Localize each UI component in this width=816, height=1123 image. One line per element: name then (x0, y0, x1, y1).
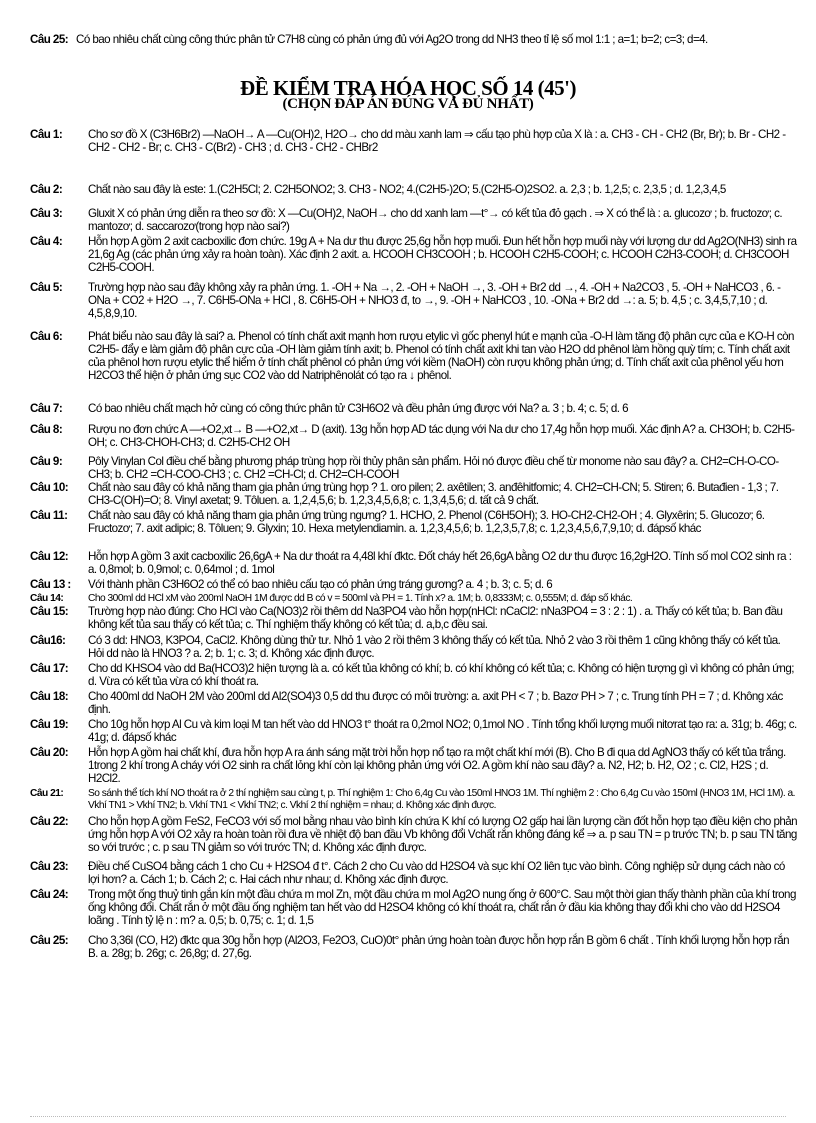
question-text: Có 3 dd: HNO3, K3PO4, CaCl2. Không dùng thử tư. Nhỏ 1 vào 2 rồi thêm 3 không thấy có kết tủa. Nhỏ 2 vào 3 rồi thêm 1 cũng không thấy có kết tủa. Hỏi dd nào là HNO3 ? a. 2; b. 1; c. 3; d. Không xác định được. (88, 634, 781, 660)
question-24 (30, 888, 798, 927)
question-label: Câu 15: (30, 605, 69, 618)
question-text: Hỗn hợp A gồm 2 axit cacboxilic đơn chức. 19g A + Na dư thu được 25,6g hỗn hợp muối. Đun hết hỗn hợp muối này với lượng dư dd Ag2O(NH3) sinh ra 21,6g Ag (các phản ứng xảy ra hoàn toàn). Xác định 2 axit. a. HCOOH CH3COOH ; b. HCOOH C2H5-COOH; c. HCOOH C2H3-COOH; d. CH3COOH C2H5-COOH. (88, 235, 797, 274)
question-11 (30, 509, 798, 535)
question-label: Câu 21: (30, 788, 64, 799)
question-text: So sánh thể tích khí NO thoát ra ở 2 thí nghiệm sau cùng t, p. Thí nghiệm 1: Cho 6,4g Cu vào 150ml HNO3 1M. Thí nghiệm 2 : Cho 6,4g Cu vào 150ml (HNO3 1M, HCl 1M). a. Vkhí TN1 > Vkhí TN2; b. Vkhí TN1 < Vkhí TN2; c. Vkhí 2 thí nghiệm = nhau; d. Không xác định được. (88, 788, 795, 811)
top-question (30, 33, 798, 46)
question-20 (30, 746, 798, 785)
question-text: Cho dd KHSO4 vào dd Ba(HCO3)2 hiện tượng là a. có kết tủa không có khí; b. có khí không có kết tủa; c. Không có hiện tượng gì vì không có phản ứng; d. Vừa có kết tủa vừa có khí thoát ra. (88, 662, 794, 688)
question-label: Câu 12: (30, 550, 69, 563)
question-text: Cho 10g hỗn hợp Al Cu và kim loại M tan hết vào dd HNO3 t° thoát ra 0,2mol NO2; 0,1mol NO . Tính tổng khối lượng muối nitơrat tạo ra: a. 31g; b. 46g; c. 41g; d. đápsố khác (88, 718, 797, 744)
question-text: Có bao nhiêu chất cùng công thức phân tử C7H8 cùng có phản ứng đủ với Ag2O trong dd NH3 theo tỉ lệ số mol 1:1 ; a=1; b=2; c=3; d=4. (76, 33, 708, 46)
question-label: Câu 24: (30, 888, 69, 901)
question-label: Câu 6: (30, 330, 63, 343)
question-text: Trường hợp nào đúng: Cho HCl vào Ca(NO3)2 rồi thêm dd Na3PO4 vào hỗn hợp(nHCl: nCaCl2: nNa3PO4 = 3 : 2 : 1) . a. Thấy có kết tủa; b. Ban đầu không kết tủa sau thấy có kết tủa; c. Thí nghiệm thấy không có kết tủa; d. a,b,c đều sai. (88, 605, 783, 631)
question-label: Câu 3: (30, 207, 63, 220)
question-label: Câu16: (30, 634, 66, 647)
question-text: Phát biểu nào sau đây là sai? a. Phenol có tính chất axit mạnh hơn rượu etylic vì gốc phenyl hút e mạnh của -O-H làm tăng độ phân cực của e KO-H còn C2H5- đẩy e làm giảm độ phân cực của -OH làm giảm tính axit; b. Phenol có tính chất axit khi tan vào H2O dd phênol làm hồng quỳ tím; c. Tính chất axit của phênol hơn rượu etylic thể hiểm ở tính chất phênol có phản ứng với kiềm (NaOH) còn rượu không phản ứng; d. Tính chất axit của phênol yếu hơn H2CO3 thể hiện ở phản ứng sục CO2 vào dd Natriphênolát có tạo ra ↓ phênol. (88, 330, 794, 382)
question-label: Câu 2: (30, 183, 63, 196)
question-7 (30, 402, 798, 415)
question-15 (30, 605, 798, 631)
question-label: Câu 10: (30, 481, 69, 494)
question-label: Câu 5: (30, 281, 63, 294)
question-text: Cho hỗn hợp A gồm FeS2, FeCO3 với số mol bằng nhau vào bình kín chứa K khí có lượng O2 gấp hai lần lượng cần đốt hỗn hợp tạo điều kiện cho phản ứng hỗn hợp A với O2 xảy ra hoàn toàn rồi đưa về nhiệt độ ban đầu Vb không đổi Vchất rắn không đáng kể ⇒ a. p sau TN = p trước TN; b. p sau TN tăng so với trước ; c. p sau TN giảm so với trước TN; d. Không xác định được. (88, 815, 798, 854)
question-text: Pôly Vinylan Col điều chế bằng phương pháp trùng hợp rồi thủy phân sản phẩm. Hỏi nó được điều chế từ monome nào sau đây? a. CH2=CH-O-CO-CH3; b. CH2 =CH-COO-CH3 ; c. CH2 =CH-Cl; d. CH2=CH-COOH (88, 455, 779, 481)
question-text: Với thành phần C3H6O2 có thể có bao nhiêu cấu tạo có phản ứng tráng gương? a. 4 ; b. 3; c. 5; d. 6 (88, 578, 553, 591)
question-label: Câu 20: (30, 746, 69, 759)
question-4 (30, 235, 798, 274)
question-12 (30, 550, 798, 576)
page-bottom-divider (30, 1116, 786, 1117)
question-label: Câu 22: (30, 815, 69, 828)
question-17 (30, 662, 798, 688)
question-9 (30, 455, 798, 481)
question-text: Hỗn hợp A gồm 3 axit cacboxilic 26,6gA + Na dư thoát ra 4,48l khí đktc. Đốt cháy hết 26,6gA bằng O2 dư thu được 16,2gH2O. Tính số mol CO2 sinh ra : a. 0,8mol; b. 0,9mol; c. 0,64mol ; d. 1mol (88, 550, 792, 576)
question-text: Trường hợp nào sau đây không xảy ra phản ứng. 1. -OH + Na →, 2. -OH + NaOH →, 3. -OH + Br2 dd →, 4. -OH + Na2CO3 , 5. -OH + NaHCO3 , 6. -ONa + CO2 + H2O →, 7. C6H5-ONa + HCl , 8. C6H5-OH + NHO3 đ, to →, 9. -OH + NaHCO3 , 10. -ONa + Br2 dd →: a. 5; b. 4,5 ; c. 3,4,5,7,10 ; d. 4,5,8,9,10. (88, 281, 781, 320)
question-19 (30, 718, 798, 744)
question-label: Câu 19: (30, 718, 69, 731)
question-label: Câu 25: (30, 33, 69, 46)
page-subtitle: (CHỌN ĐÁP ÁN ĐÚNG VÀ ĐỦ NHẤT) (282, 96, 534, 112)
question-text: Cho 3,36l (CO, H2) đktc qua 30g hỗn hợp (Al2O3, Fe2O3, CuO)0t° phản ứng hoàn toàn được hỗn hợp rắn B gồm 6 chất . Tính khối lượng hỗn hợp rắn B. a. 28g; b. 26g; c. 26,8g; d. 27,6g. (88, 934, 789, 960)
question-text: Có bao nhiêu chất mạch hở cùng có công thức phân tử C3H6O2 và đều phản ứng được với Na? a. 3 ; b. 4; c. 5; d. 6 (88, 402, 628, 415)
question-23 (30, 860, 798, 886)
question-8 (30, 423, 798, 449)
question-18 (30, 690, 798, 716)
question-25 (30, 934, 798, 960)
question-text: Cho 400ml dd NaOH 2M vào 200ml dd Al2(SO4)3 0,5 dd thu được có môi trường: a. axit PH < 7 ; b. Bazơ PH > 7 ; c. Trung tính PH = 7 ; d. Không xác định. (88, 690, 783, 716)
question-13 (30, 578, 798, 591)
question-text: Rượu no đơn chức A —+O2,xt→ B —+O2,xt→ D (axit). 13g hỗn hợp AD tác dụng với Na dư cho 17,4g hỗn hợp muối. Xác định A? a. CH3OH; b. C2H5-OH; c. CH3-CHOH-CH3; d. C2H5-CH2 OH (88, 423, 795, 449)
question-label: Câu 17: (30, 662, 69, 675)
page-title: ĐỀ KIỂM TRA HÓA HỌC SỐ 14 (45') (240, 76, 576, 100)
question-text: Chất nào sau đây có khả năng tham gia phản ứng trùng ngưng? 1. HCHO, 2. Phenol (C6H5OH); 3. HO-CH2-CH2-OH ; 4. Glyxêrin; 5. Glucozơ; 6. Fructozơ; 7. axit adipic; 8. Tôluen; 9. Glyxin; 10. Hexa metylendiamin. a. 1,2,3,4,5,6; b. 1,2,3,5,7,8; c. 1,2,3,4,5,6,7,9,10; d. đápsố khác (88, 509, 765, 535)
question-6 (30, 330, 798, 382)
question-text: Chất nào sau đây có khả năng tham gia phản ứng trùng hợp ? 1. oro pilen; 2. axêtilen; 3. anđêhitfomic; 4. CH2=CH-CN; 5. Stiren; 6. Butađien - 1,3 ; 7. CH3-C(OH)=O; 8. Vinyl axetat; 9. Tôluen. a. 1,2,4,5,6; b. 1,2,3,4,5,6,8; c. 1,3,4,5,6; d. tất cả 9 chất. (88, 481, 779, 507)
question-text: Trong một ống thuỷ tinh gắn kín một đầu chứa m mol Zn, một đầu chứa m mol Ag2O nung ống ở 600°C. Sau một thời gian thấy thành phần của khí trong ống không đổi. Chất rắn ở một đầu ống nghiệm tan hết vào dd H2SO4 không có khí thoát ra, chất rắn ở đầu kia không thay đổi khi cho vào dd H2SO4 loãng . Tính tỷ lệ n : m? a. 0,5; b. 0,75; c. 1; d. 1,5 (88, 888, 796, 927)
question-label: Câu 4: (30, 235, 63, 248)
question-22 (30, 815, 798, 854)
question-label: Câu 23: (30, 860, 69, 873)
question-21 (30, 788, 798, 812)
question-label: Câu 1: (30, 128, 63, 141)
question-16 (30, 634, 798, 660)
question-10 (30, 481, 798, 507)
question-text: Cho 300ml dd HCl xM vào 200ml NaOH 1M được dd B có v = 500ml và PH = 1. Tính x? a. 1M; b. 0,8333M; c. 0,555M; d. đáp số khác. (88, 593, 633, 604)
question-5 (30, 281, 798, 320)
question-text: Gluxit X có phản ứng diễn ra theo sơ đồ: X —Cu(OH)2, NaOH→ cho dd xanh lam —t°→ có kết tủa đỏ gạch . ⇒ X có thể là : a. glucozơ ; b. fructozơ; c. mantozơ; d. saccarozơ(trong hợp nào sai?) (88, 207, 782, 233)
question-label: Câu 11: (30, 509, 68, 522)
question-3 (30, 207, 798, 233)
question-14 (30, 593, 798, 605)
question-1 (30, 128, 798, 154)
question-text: Cho sơ đồ X (C3H6Br2) —NaOH→ A —Cu(OH)2, H2O→ cho dd màu xanh lam ⇒ cấu tạo phù hợp của X là : a. CH3 - CH - CH2 (Br, Br); b. Br - CH2 - CH2 - CH2 - Br; c. CH3 - C(Br2) - CH3 ; d. CH3 - CH2 - CHBr2 (88, 128, 786, 154)
question-label: Câu 14: (30, 593, 64, 604)
question-label: Câu 18: (30, 690, 69, 703)
question-text: Hỗn hợp A gồm hai chất khí, đưa hỗn hợp A ra ánh sáng mặt trời hỗn hợp nổ tạo ra một chất khí mới (B). Cho B đi qua dd AgNO3 thấy có kết tủa trắng. 1trong 2 khí trong A cháy với O2 sinh ra chất lỏng khí còn lại không phản ứng với O2. A gồm khí nào sau đây? a. N2, H2; b. H2, O2 ; c. Cl2, H2S ; d. H2Cl2. (88, 746, 786, 785)
question-label: Câu 9: (30, 455, 63, 468)
question-label: Câu 7: (30, 402, 63, 415)
question-text: Điều chế CuSO4 bằng cách 1 cho Cu + H2SO4 đ t°. Cách 2 cho Cu vào dd H2SO4 và sục khí O2 liên tục vào bình. Công nghiệp sử dụng cách nào có lợi hơn? a. Cách 1; b. Cách 2; c. Hai cách như nhau; d. Không xác định được. (88, 860, 785, 886)
question-2 (30, 183, 798, 196)
question-label: Câu 13 : (30, 578, 71, 591)
question-text: Chất nào sau đây là este: 1.(C2H5Cl; 2. C2H5ONO2; 3. CH3 - NO2; 4.(C2H5-)2O; 5.(C2H5-O)2SO2. a. 2,3 ; b. 1,2,5; c. 2,3,5 ; d. 1,2,3,4,5 (88, 183, 726, 196)
question-label: Câu 25: (30, 934, 69, 947)
question-label: Câu 8: (30, 423, 63, 436)
